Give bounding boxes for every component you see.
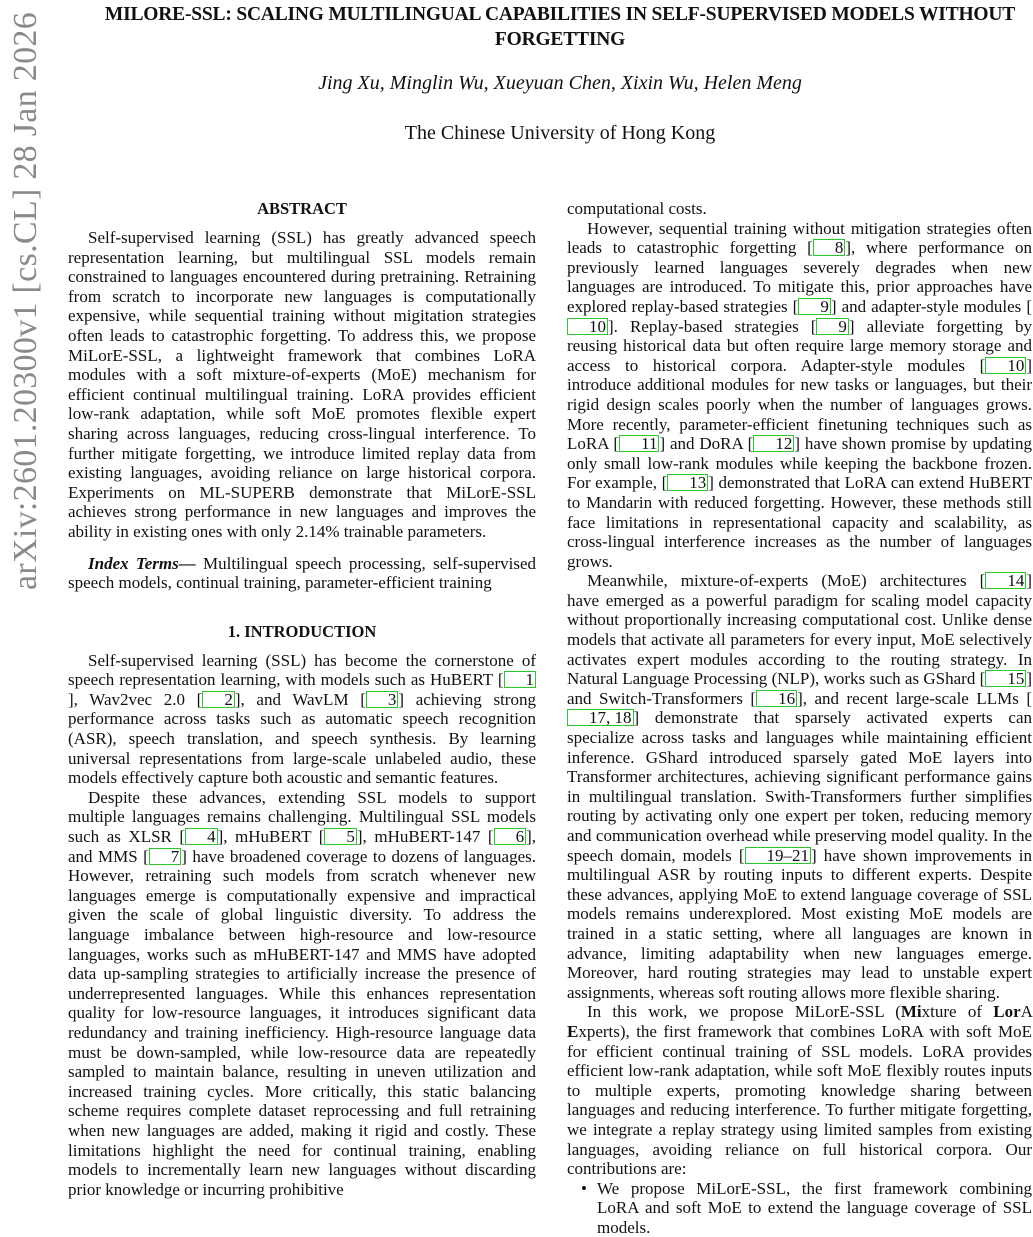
text-span: A [1020,1002,1033,1022]
citation-link[interactable]: 4 [185,828,218,845]
citation-link[interactable]: 19–21 [745,847,812,864]
bold-span: E [567,1021,579,1041]
right-column [567,199,1032,1237]
abstract-text: Self-supervised learning (SSL) has greatly advanced speech representation learning, but multilingual SSL models remain constrained to languages encountered during pretraining. Retraining from scratch to incorporate new languages is computationally expensive, while sequential training without migitation strategies often leads to catastrophic forgetting. To address this, we propose MiLorE-SSL, a lightweight framework that combines LoRA modules with a soft mixture-of-experts (MoE) mechanism for efficient continual multilingual training. LoRA provides efficient low-rank adaptation, while soft MoE promotes flexible expert sharing across languages, reducing cross-lingual interference. To further mitigate forgetting, we introduce limited replay data from existing languages, avoiding reliance on large historical corpora. Experiments on ML-SUPERB demonstrate that MiLorE-SSL achieves strong performance in new languages and improves the ability in existing ones with only 2.14% trainable parameters. [68,228,536,541]
intro-paragraph: Meanwhile, mixture-of-experts (MoE) architectures [ 14 ] have emerged as a powerful paradigm for scaling model capacity without proportionally increasing computational cost. Unlike dense models that activate all parameters for every input, MoE selectively activates expert modules according to the routing strategy. In Natural Language Processing (NLP), works such as GShard [ 15 ] and Switch-Transformers [ 16 ], and recent large-scale LLMs [17, 18 ] demonstrate that sparsely activated experts can specialize across tasks and languages while maintaining efficient inference. GShard introduced sparsely gated MoE layers into Transformer architectures, achieving significant performance gains in multilingual translation. Swith-Transformers further simplifies routing by activating only one expert per token, reducing memory and communication overhead while preserving model quality. In the speech domain, models [ 19–21 ] have shown improvements in multilingual ASR by routing inputs to different experts. Despite these advances, applying MoE to extend language coverage of SSL models remains underexplored. Most existing MoE models are trained in a static setting, where all languages are known in advance, limiting adaptability when new languages emerge. Moreover, hard routing strategies may lead to unstable expert assignments, whereas soft routing allows more flexible sharing. [567,571,1033,1002]
citation-link[interactable]: 2 [202,691,235,708]
index-terms-label: Index Terms— [88,553,196,573]
citation-link[interactable]: 5 [324,828,357,845]
work-paragraph [567,1002,1032,1178]
index-terms-text: Multilingual speech processing, self-supervised speech models, continual training, parameter-efficient training [68,553,536,593]
contributions-list [567,1179,1032,1237]
contribution-item: • We propose MiLorE-SSL, the first framework combining LoRA and soft MoE to extend the language coverage of SSL models. [597,1179,1032,1237]
left-column [68,198,536,1199]
arxiv-stamp[interactable]: arXiv:2601.20300v1 [cs.CL] 28 Jan 2026 [7,12,44,590]
paper-title: MILORE-SSL: SCALING MULTILINGUAL CAPABILITIES IN SELF-SUPERVISED MODELS WITHOUT FORGETTING [104,4,1016,50]
continuation-text: computational costs. [567,199,707,218]
author-list: Jing Xu, Minglin Wu, Xueyuan Chen, Xixin Wu, Helen Meng [318,72,802,94]
introduction-heading: 1. INTRODUCTION [227,621,377,641]
citation-link[interactable]: 1 [504,671,537,688]
text-span: xture of [921,1002,994,1022]
intro-paragraph: Self-supervised learning (SSL) has become the cornerstone of speech representation learning, with models such as HuBERT [ 1], Wav2vec 2.0 [ 2 ], and WavLM [ 3 ] achieving strong performance across tasks such as automatic speech recognition (ASR), speech translation, and speech synthesis. By learning universal representations from large-scale unlabeled audio, these models effectively capture both acoustic and semantic features. [68,650,536,788]
citation-link[interactable]: 3 [366,691,399,708]
citation-link[interactable]: 10 [985,357,1026,374]
intro-paragraph: Despite these advances, extending SSL models to support multiple languages remains challenging. Multilingual SSL models such as XLSR [ 4 ], mHuBERT [ 5 ], mHuBERT-147 [ 6 ], and MMS [ 7 ] have broadened coverage to dozens of languages. However, retraining such models from scratch whenever new languages emerge is computationally expensive and impractical given the scale of global linguistic diversity. To address the language imbalance between high-resource and low-resource languages, works such as mHuBERT-147 and MMS have adopted data up-sampling strategies to artificially increase the presence of underrepresented languages. While this enhances representation quality for low-resource languages, it introduces significant data redundancy and training inefficiency. High-resource language data must be down-sampled, while low-resource data are repeatedly sampled to maintain balance, resulting in uneven utilization and increased training cycles. More critically, this static balancing scheme requires complete dataset reprocessing and full retraining when new languages are added, making it rigid and costly. These limitations highlight the need for continual training, enabling models to incrementally learn new languages without discarding prior knowledge or incurring prohibitive [68,787,536,1199]
text-span: xperts), the first framework that combines LoRA with soft MoE for efficient continual training of SSL models. LoRA provides efficient low-rank adaptation, while soft MoE flexibly routes inputs to multiple experts, promoting knowledge sharing between languages and reducing interference. To further mitigate forgetting, we integrate a replay strategy using limited samples from existing languages, avoiding reliance on full historical corpora. Our contributions are: [567,1021,1032,1179]
bold-span: Mi [900,1002,922,1022]
citation-link[interactable]: 12 [753,435,794,452]
citation-link[interactable]: 16 [756,690,797,707]
text-span: In this work, we propose MiLorE-SSL ( [587,1002,901,1022]
affiliation: The Chinese University of Hong Kong [404,122,716,144]
abstract-heading: ABSTRACT [257,199,347,218]
index-terms [68,554,536,593]
bold-span: Lor [993,1002,1021,1022]
citation-link[interactable]: 9 [798,298,831,315]
citation-link[interactable]: 7 [149,848,182,865]
citation-link[interactable]: 8 [813,239,846,256]
intro-paragraph: However, sequential training without mitigation strategies often leads to catastrophic forgetting [ 8 ], where performance on previously learned languages severely degrades when new languages are introduced. To mitigate this, prior approaches have explored replay-based strategies [ 9 ] and adapter-style modules [10 ]. Replay-based strategies [ 9 ] alleviate forgetting by reusing historical data but often require large memory storage and access to historical corpora. Adapter-style modules [ 10 ] introduce additional modules for new tasks or languages, but their rigid design scales poorly when the number of languages grows. More recently, parameter-efficient finetuning techniques such as LoRA [ 11 ] and DoRA [ 12 ] have shown promise by updating only small low-rank modules while keeping the backbone frozen. For example, [ 13 ] demonstrated that LoRA can extend HuBERT to Mandarin with reduced forgetting. However, these methods still face limitations in representational capacity and scalability, as cross-lingual interference increases as the number of languages grows. [567,218,1033,571]
citation-link[interactable]: 11 [619,435,659,452]
citation-link[interactable]: 10 [567,318,608,335]
citation-link[interactable]: 17, 18 [567,709,634,726]
citation-link[interactable]: 14 [985,572,1026,589]
citation-link[interactable]: 15 [985,670,1026,687]
citation-link[interactable]: 13 [667,474,708,491]
citation-link[interactable]: 9 [816,318,849,335]
citation-link[interactable]: 6 [494,828,527,845]
